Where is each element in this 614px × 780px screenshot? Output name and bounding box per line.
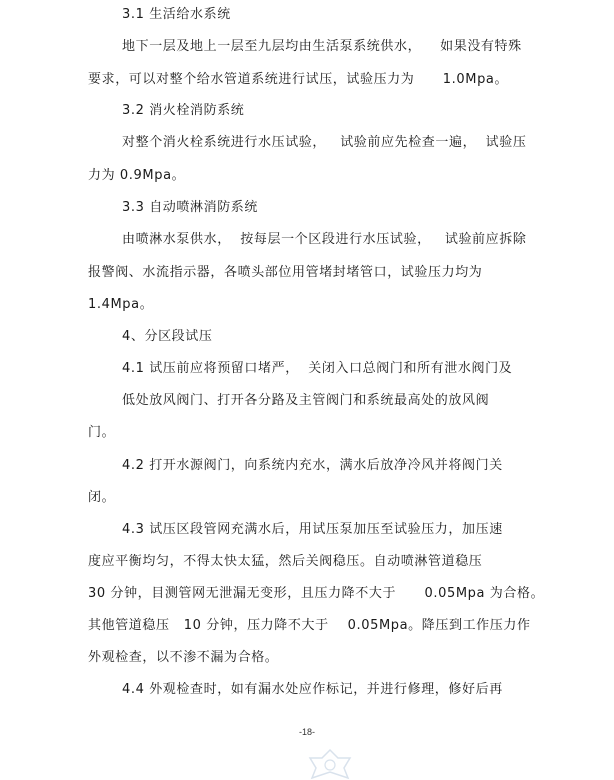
section-heading-3-1: 3.1 生活给水系统 [122,7,231,22]
section-heading-3-3: 3.3 自动喷淋消防系统 [122,200,259,215]
paragraph-line: 4.1 试压前应将预留口堵严， 关闭入口总阀门和所有泄水阀门及 [122,361,513,376]
paragraph-line: 4.2 打开水源阀门，向系统内充水，满水后放净冷风并将阀门关 [122,458,503,473]
paragraph-line: 门。 [88,425,116,440]
paragraph-line: 4.3 试压区段管网充满水后，用试压泵加压至试验压力，加压速 [122,522,503,537]
paragraph-line: 1.4Mpa。 [88,297,154,312]
paragraph-line: 度应平衡均匀，不得太快太猛，然后关阀稳压。自动喷淋管道稳压 [88,554,483,569]
paragraph-line: 低处放风阀门、打开各分路及主管阀门和系统最高处的放风阀 [122,393,490,408]
paragraph-line: 地下一层及地上一层至九层均由生活泵系统供水， 如果没有特殊 [122,39,522,54]
section-heading-3-2: 3.2 消火栓消防系统 [122,103,245,118]
paragraph-line: 闭。 [88,490,116,505]
paragraph-line: 力为 0.9Mpa。 [88,168,186,183]
section-heading-4: 4、分区段试压 [122,329,213,344]
paragraph-line: 4.4 外观检查时，如有漏水处应作标记，并进行修理，修好后再 [122,682,503,697]
paragraph-line: 要求，可以对整个给水管道系统进行试压，试验压力为 1.0Mpa。 [88,72,509,87]
paragraph-line: 报警阀、水流指示器，各喷头部位用管堵封堵管口，试验压力均为 [88,265,483,280]
paragraph-line: 其他管道稳压 10 分钟，压力降不大于 0.05Mpa。降压到工作压力作 [88,618,531,633]
paragraph-line: 30 分钟，目测管网无泄漏无变形，且压力降不大于 0.05Mpa 为合格。 [88,586,545,601]
paragraph-line: 由喷淋水泵供水， 按每层一个区段进行水压试验， 试验前应拆除 [122,232,527,247]
paragraph-line: 对整个消火栓系统进行水压试验， 试验前应先检查一遍， 试验压 [122,135,527,150]
page-number: -18- [298,727,315,737]
paragraph-line: 外观检查，以不渗不漏为合格。 [88,650,279,665]
watermark-logo-icon [300,748,360,780]
